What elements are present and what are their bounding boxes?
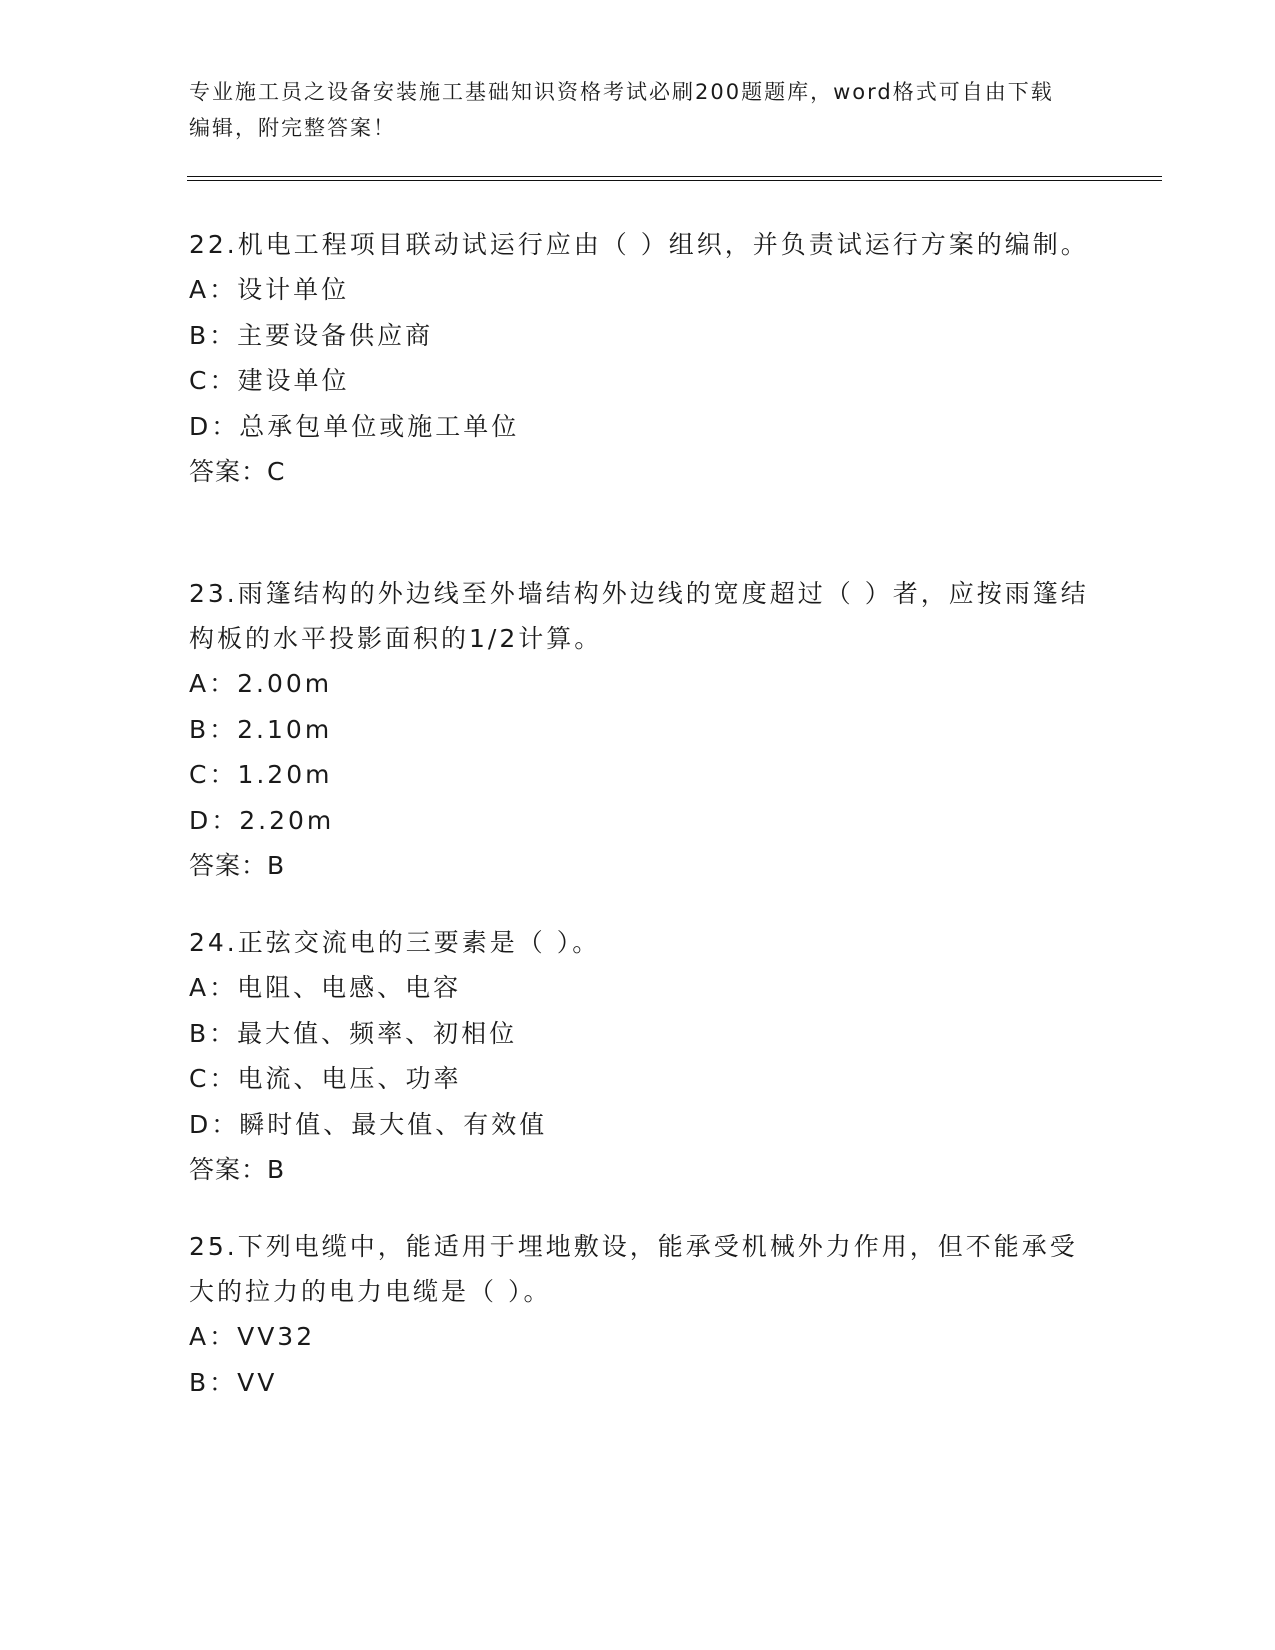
- option-b: B：2.10m: [189, 714, 333, 744]
- option-c: C：电流、电压、功率: [189, 1064, 462, 1093]
- header-double-rule: [187, 176, 1162, 181]
- option-d: D：瞬时值、最大值、有效值: [189, 1109, 548, 1139]
- question-22: [189, 222, 1089, 495]
- question-text: 25.下列电缆中，能适用于埋地敷设，能承受机械外力作用，但不能承受大的拉力的电力电缆是（ ）。: [189, 1232, 1078, 1306]
- question-24: [189, 920, 1089, 1193]
- question-text: 22.机电工程项目联动试运行应由（ ）组织，并负责试运行方案的编制。: [189, 230, 1089, 259]
- question-23: [189, 571, 1089, 889]
- answer-line: 答案：B: [189, 851, 286, 880]
- option-c: C：1.20m: [189, 760, 333, 789]
- option-a: A：2.00m: [189, 669, 333, 698]
- option-b: B：VV: [189, 1367, 278, 1397]
- option-b: B：主要设备供应商: [189, 320, 434, 350]
- question-text: 23.雨篷结构的外边线至外墙结构外边线的宽度超过（ ）者，应按雨篷结构板的水平投影面积的1/2计算。: [189, 579, 1089, 653]
- answer-line: 答案：B: [189, 1155, 286, 1184]
- question-text: 24.正弦交流电的三要素是（ ）。: [189, 928, 601, 957]
- option-d: D：2.20m: [189, 805, 335, 835]
- option-d: D：总承包单位或施工单位: [189, 411, 520, 441]
- answer-line: 答案：C: [189, 457, 286, 486]
- question-25: [189, 1224, 1089, 1405]
- option-a: A：VV32: [189, 1322, 316, 1351]
- option-c: C：建设单位: [189, 366, 350, 395]
- option-b: B：最大值、频率、初相位: [189, 1018, 518, 1048]
- document-header-title: 专业施工员之设备安装施工基础知识资格考试必刷200题题库，word格式可自由下载编辑，附完整答案！: [189, 80, 1054, 140]
- option-a: A：设计单位: [189, 275, 350, 304]
- option-a: A：电阻、电感、电容: [189, 973, 462, 1002]
